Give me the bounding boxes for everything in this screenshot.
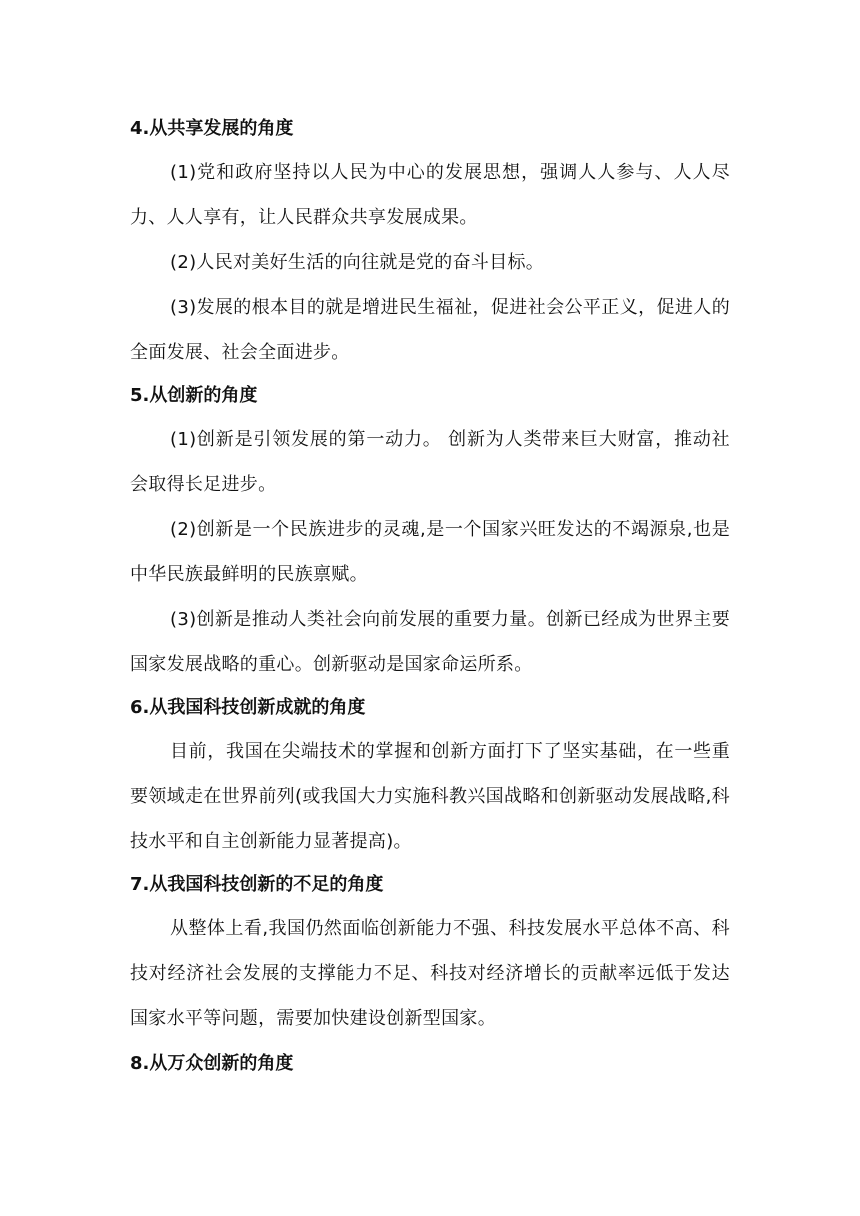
section-heading: 4.从共享发展的角度 bbox=[130, 118, 294, 139]
paragraph: (3)发展的根本目的就是增进民生福祉，促进社会公平正义，促进人的全面发展、社会全面进步。 bbox=[130, 297, 730, 363]
section-shared-development bbox=[130, 110, 730, 375]
section-heading: 7.从我国科技创新的不足的角度 bbox=[130, 874, 384, 895]
document-body bbox=[130, 110, 730, 1085]
section-heading: 5.从创新的角度 bbox=[130, 385, 258, 406]
paragraph: (2)创新是一个民族进步的灵魂,是一个国家兴旺发达的不竭源泉,也是中华民族最鲜明的民族禀赋。 bbox=[130, 519, 730, 585]
paragraph: (3)创新是推动人类社会向前发展的重要力量。创新已经成为世界主要国家发展战略的重心。创新驱动是国家命运所系。 bbox=[130, 609, 730, 675]
paragraph: 目前，我国在尖端技术的掌握和创新方面打下了坚实基础，在一些重要领域走在世界前列(或我国大力实施科教兴国战略和创新驱动发展战略,科技水平和自主创新能力显著提高)。 bbox=[130, 741, 730, 852]
section-heading: 8.从万众创新的角度 bbox=[130, 1053, 294, 1074]
paragraph: (1)党和政府坚持以人民为中心的发展思想，强调人人参与、人人尽力、人人享有，让人民群众共享发展成果。 bbox=[130, 162, 730, 228]
section-tech-achievements bbox=[130, 689, 730, 864]
paragraph: 从整体上看,我国仍然面临创新能力不强、科技发展水平总体不高、科技对经济社会发展的支撑能力不足、科技对经济增长的贡献率远低于发达国家水平等问题，需要加快建设创新型国家。 bbox=[130, 918, 730, 1029]
section-heading: 6.从我国科技创新成就的角度 bbox=[130, 697, 366, 718]
paragraph: (1)创新是引领发展的第一动力。 创新为人类带来巨大财富，推动社会取得长足进步。 bbox=[130, 429, 730, 495]
section-mass-innovation bbox=[130, 1045, 730, 1085]
section-innovation bbox=[130, 377, 730, 687]
section-tech-shortcomings bbox=[130, 866, 730, 1041]
paragraph: (2)人民对美好生活的向往就是党的奋斗目标。 bbox=[170, 252, 545, 273]
